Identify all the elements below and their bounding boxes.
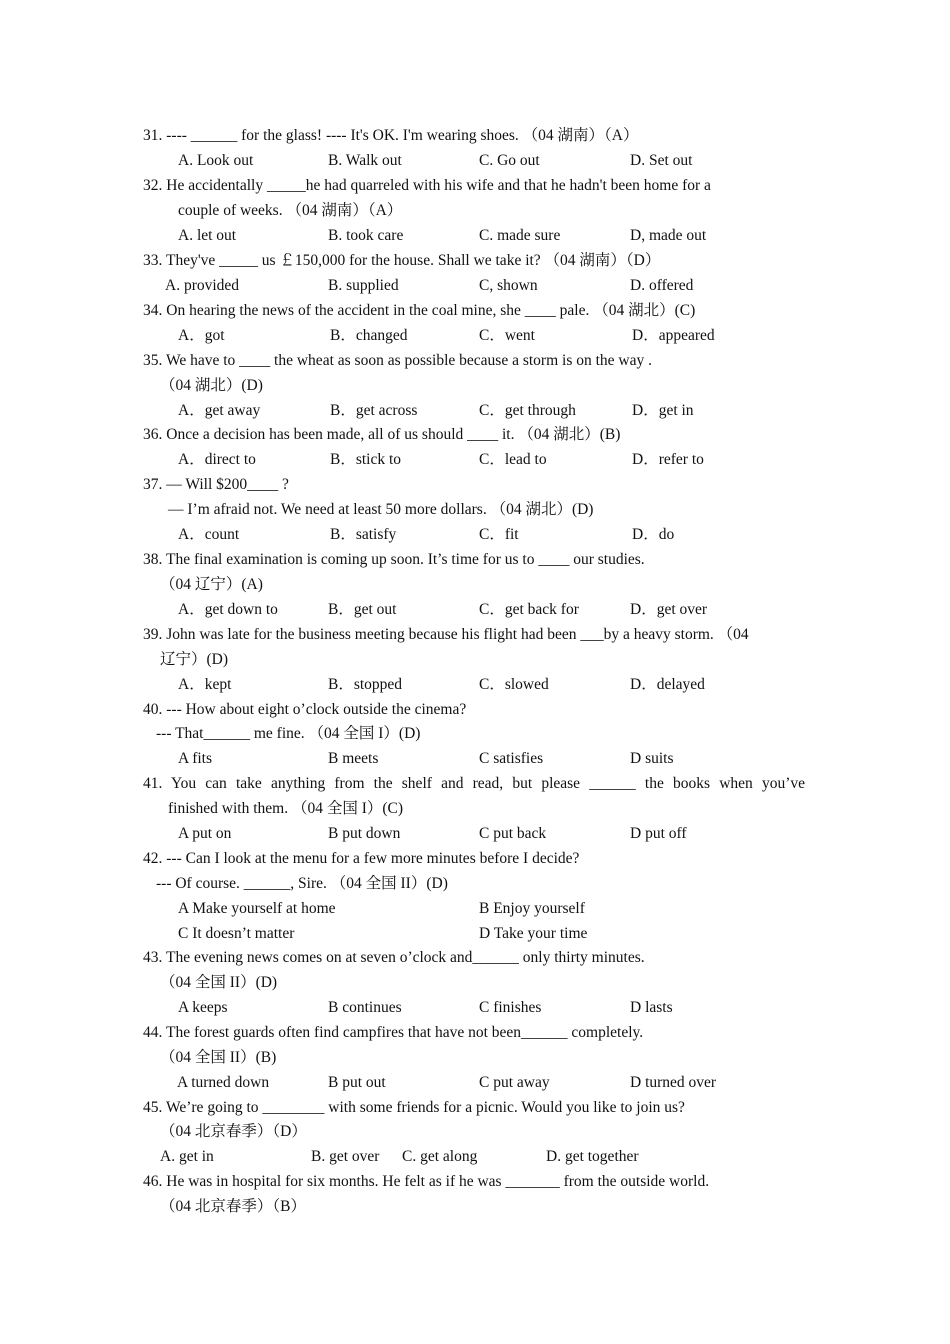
q45-option-d: D. get together (546, 1148, 639, 1165)
q31-option-a: A. Look out (178, 152, 254, 169)
question-37-stem: 37. — Will $200____ ? (143, 476, 289, 493)
q41-option-b: B put down (328, 825, 401, 842)
q38-option-d: D．get over (630, 601, 708, 618)
q45-option-c: C. get along (402, 1148, 478, 1165)
q44-option-d: D turned over (630, 1074, 717, 1091)
q31-option-b: B. Walk out (328, 152, 402, 169)
question-42-stem-cont: --- Of course. ______, Sire. （04 全国 II）(D) (156, 875, 448, 892)
q31-option-d: D. Set out (630, 152, 693, 169)
q35-option-a: A．get away (178, 402, 261, 419)
q35-option-c: C．get through (479, 402, 576, 419)
q36-option-a: A．direct to (178, 451, 256, 468)
q43-option-b: B continues (328, 999, 402, 1016)
q32-option-a: A. let out (178, 227, 237, 244)
question-40-stem-cont: --- That______ me fine. （04 全国 I）(D) (156, 725, 421, 742)
q36-option-c: C．lead to (479, 451, 547, 468)
question-32-stem-cont: couple of weeks. （04 湖南）（A） (178, 202, 403, 219)
q33-option-a: A. provided (165, 277, 240, 294)
q42-option-d: D Take your time (479, 925, 588, 942)
q37-option-a: A．count (178, 526, 240, 543)
q33-option-c: C, shown (479, 277, 538, 294)
q34-option-c: C．went (479, 327, 535, 344)
q38-option-a: A．get down to (178, 601, 278, 618)
q45-option-a: A. get in (160, 1148, 214, 1165)
question-41-stem-cont: finished with them. （04 全国 I）(C) (168, 800, 404, 817)
q37-option-d: D．do (632, 526, 675, 543)
q39-option-c: C．slowed (479, 676, 549, 693)
q36-option-b: B．stick to (330, 451, 402, 468)
q38-option-b: B．get out (328, 601, 397, 618)
q44-option-c: C put away (479, 1074, 550, 1091)
q37-option-c: C．fit (479, 526, 519, 543)
q45-option-b: B. get over (311, 1148, 380, 1165)
q43-option-a: A keeps (178, 999, 228, 1016)
question-35-stem: 35. We have to ____ the wheat as soon as possible because a storm is on the way . (143, 352, 652, 369)
question-33-stem: 33. They've _____ us ￡150,000 for the house. Shall we take it? （04 湖南）（D） (143, 252, 661, 269)
q35-option-d: D．get in (632, 402, 694, 419)
q43-option-d: D lasts (630, 999, 673, 1016)
q32-option-b: B. took care (328, 227, 404, 244)
question-34-stem: 34. On hearing the news of the accident in the coal mine, she ____ pale. （04 湖北）(C) (143, 302, 696, 319)
question-41-stem: 41. You can take anything from the shelf and read, but please ______ the books when you’ve (143, 775, 805, 792)
question-36-stem: 36. Once a decision has been made, all of us should ____ it. （04 湖北）(B) (143, 426, 621, 443)
question-39-stem-cont: 辽宁）(D) (160, 651, 229, 668)
q42-option-c: C It doesn’t matter (178, 925, 295, 942)
q32-option-d: D, made out (630, 227, 707, 244)
q44-option-a: A turned down (177, 1074, 270, 1091)
q38-option-c: C．get back for (479, 601, 579, 618)
question-44-stem: 44. The forest guards often find campfires that have not been______ completely. (143, 1024, 644, 1041)
question-46-stem: 46. He was in hospital for six months. He felt as if he was _______ from the outside world. (143, 1173, 710, 1190)
q34-option-a: A．got (178, 327, 225, 344)
question-45-stem-cont: （04 北京春季）（D） (160, 1123, 307, 1140)
question-39-stem: 39. John was late for the business meeting because his flight had been ___by a heavy storm. （04 (143, 626, 749, 643)
q40-option-a: A fits (178, 750, 213, 767)
question-37-stem-cont: — I’m afraid not. We need at least 50 more dollars. （04 湖北）(D) (168, 501, 594, 518)
question-35-stem-cont: （04 湖北）(D) (160, 377, 263, 394)
q40-option-b: B meets (328, 750, 379, 767)
q39-option-d: D．delayed (630, 676, 705, 693)
q42-option-b: B Enjoy yourself (479, 900, 585, 917)
question-43-stem-cont: （04 全国 II）(D) (160, 974, 278, 991)
q40-option-d: D suits (630, 750, 674, 767)
q41-option-d: D put off (630, 825, 687, 842)
q31-option-c: C. Go out (479, 152, 540, 169)
question-38-stem: 38. The final examination is coming up soon. It’s time for us to ____ our studies. (143, 551, 645, 568)
q33-option-d: D. offered (630, 277, 694, 294)
q42-option-a: A Make yourself at home (178, 900, 336, 917)
q40-option-c: C satisfies (479, 750, 544, 767)
q33-option-b: B. supplied (328, 277, 399, 294)
question-43-stem: 43. The evening news comes on at seven o’clock and______ only thirty minutes. (143, 949, 645, 966)
q39-option-a: A．kept (178, 676, 232, 693)
q41-option-c: C put back (479, 825, 547, 842)
question-46-stem-cont: （04 北京春季）（B） (160, 1198, 306, 1215)
q44-option-b: B put out (328, 1074, 386, 1091)
question-31-stem: 31. ---- ______ for the glass! ---- It's OK. I'm wearing shoes. （04 湖南）（A） (143, 127, 639, 144)
question-44-stem-cont: （04 全国 II）(B) (160, 1049, 277, 1066)
q39-option-b: B．stopped (328, 676, 403, 693)
question-45-stem: 45. We’re going to ________ with some friends for a picnic. Would you like to join us? (143, 1099, 685, 1116)
q36-option-d: D．refer to (632, 451, 704, 468)
q35-option-b: B．get across (330, 402, 418, 419)
q32-option-c: C. made sure (479, 227, 561, 244)
question-40-stem: 40. --- How about eight o’clock outside the cinema? (143, 701, 467, 718)
q34-option-d: D．appeared (632, 327, 715, 344)
question-38-stem-cont: （04 辽宁）(A) (160, 576, 263, 593)
question-32-stem: 32. He accidentally _____he had quarreled with his wife and that he hadn't been home for a (143, 177, 711, 194)
q43-option-c: C finishes (479, 999, 542, 1016)
q37-option-b: B．satisfy (330, 526, 397, 543)
q41-option-a: A put on (178, 825, 232, 842)
q34-option-b: B．changed (330, 327, 408, 344)
question-42-stem: 42. --- Can I look at the menu for a few more minutes before I decide? (143, 850, 580, 867)
